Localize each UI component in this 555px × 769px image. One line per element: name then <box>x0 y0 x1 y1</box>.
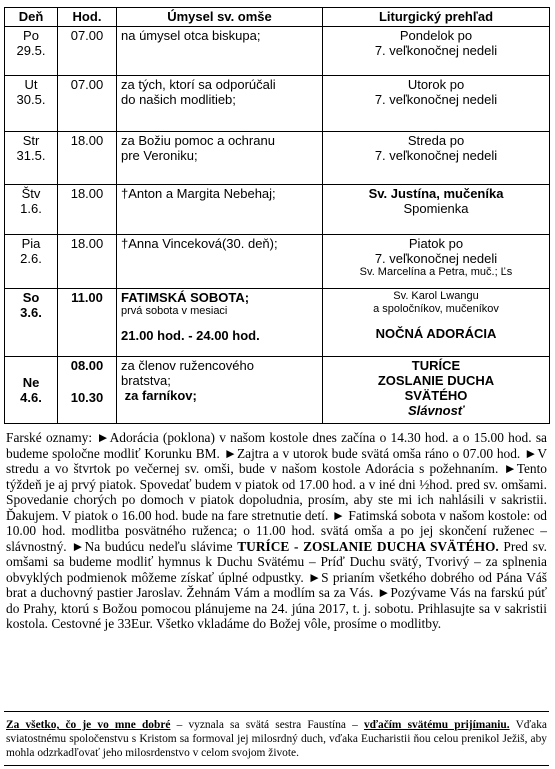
hour-cell: 18.00 <box>58 185 117 235</box>
liturgy-line: Streda po <box>407 133 465 148</box>
intention-line: do našich modlitieb; <box>121 92 236 107</box>
quote-underline-1: Za všetko, čo je vo mne dobré <box>6 719 171 731</box>
day-cell <box>5 185 58 235</box>
table-row <box>5 235 550 289</box>
day-cell <box>5 289 58 357</box>
hour-line: 10.30 <box>70 390 104 405</box>
feast-rank: Spomienka <box>403 201 469 216</box>
hour-cell <box>58 357 117 424</box>
day-name: So <box>22 290 40 305</box>
liturgy-cell <box>323 185 550 235</box>
intention-line: pre Veroniku; <box>121 148 198 163</box>
table-row <box>5 357 550 424</box>
hour-cell: 18.00 <box>58 132 117 185</box>
quote-bold-1 <box>6 719 170 731</box>
liturgy-line: Utorok po <box>407 77 465 92</box>
intention-line: za tých, ktorí sa odporúčali <box>121 77 276 92</box>
announcements-part-1: Farské oznamy: ►Adorácia (poklona) v našom kostole dnes začína o 14.30 hod. a o 15.00 hod. sa budeme spoločne modliť Korunku BM. ►Zajtra a v utorok bude svätá omša ráno o 07.00 hod. ►V stredu a vo štvrtok po večernej sv. omši, bude v našom kostole Adorácia s požehnaním. ►Tento týždeň je aj prvý piatok. Spovedať budem v piatok od 17.00 hod. a v iné dni ½hod. pred sv. omšami. Spovedanie chorých po domoch v piatok dopoludnia, prosím, aby ste mi ich nahlásili v sakristii. Ďakujem. V piatok o 16.00 hod. bude na fare stretnutie detí. ► Fatimská sobota v našom kostole: od 10.00 hod. modlitba posvätného ruženca; o 11.00 hod. svätá omša a po jej skončení ruženec – slávnostný. ►Na budúcu nedeľu slávime <box>6 430 547 554</box>
day-name: Str <box>22 133 40 148</box>
header-liturgy: Liturgický prehľad <box>323 8 550 27</box>
table-row <box>5 132 550 185</box>
hour-cell: 07.00 <box>58 27 117 76</box>
day-date: 1.6. <box>20 201 42 216</box>
liturgy-line: Pondelok po <box>399 28 473 43</box>
intention-cell <box>117 132 323 185</box>
day-date: 2.6. <box>20 251 42 266</box>
header-day: Deň <box>5 8 58 27</box>
intention-line: †Anton a Margita Nebehaj; <box>121 186 276 201</box>
header-intention: Úmysel sv. omše <box>117 8 323 27</box>
hour-cell: 07.00 <box>58 76 117 132</box>
solemnity-label: Slávnosť <box>407 403 465 418</box>
quote-bold-2 <box>364 719 510 731</box>
day-date: 29.5. <box>16 43 46 58</box>
pentecost-line: SVÄTÉHO <box>404 388 468 403</box>
liturgy-cell <box>323 235 550 289</box>
liturgy-line: 7. veľkonočnej nedeli <box>374 148 498 163</box>
header-hour: Hod. <box>58 8 117 27</box>
divider-top <box>4 711 549 712</box>
liturgy-cell <box>323 76 550 132</box>
intention-line: za členov ružencového <box>121 358 254 373</box>
day-name: Pia <box>21 236 41 251</box>
table-row <box>5 27 550 76</box>
day-name: Po <box>23 28 39 43</box>
intention-cell <box>117 235 323 289</box>
hour-line: 08.00 <box>70 358 104 373</box>
quote-underline-2: vďačím svätému prijímaniu. <box>363 719 510 731</box>
intention-cell <box>117 76 323 132</box>
intention-cell <box>117 357 323 424</box>
table-row <box>5 185 550 235</box>
table-row <box>5 289 550 357</box>
day-name: Ne <box>22 375 40 390</box>
day-date: 4.6. <box>20 390 42 405</box>
liturgy-cell <box>323 132 550 185</box>
quote-text-2: Vďaka sviatostnému spoločenstvu s Kristom sa formoval jej milosrdný duch, vďaka Eucharistii ňou celou prenikol Ježiš, aby mohla odzrkadľovať jeho milosrdenstvo v celom svojom živote. <box>6 719 547 759</box>
saint-name: Sv. Justína, mučeníka <box>368 186 504 201</box>
liturgy-cell <box>323 27 550 76</box>
day-date: 31.5. <box>16 148 46 163</box>
intention-line: †Anna Vinceková(30. deň); <box>121 236 278 251</box>
intention-cell <box>117 185 323 235</box>
day-cell <box>5 132 58 185</box>
liturgy-line: 7. veľkonočnej nedeli <box>374 43 498 58</box>
quote-text-1: – vyznala sa svätá sestra Faustína – <box>170 719 364 731</box>
day-cell <box>5 357 58 424</box>
intention-parishioners: za farníkov; <box>121 388 197 403</box>
fatima-saturday-subtitle: prvá sobota v mesiaci <box>121 305 228 317</box>
table-row <box>5 76 550 132</box>
day-date: 3.6. <box>20 305 42 320</box>
day-cell <box>5 235 58 289</box>
day-name: Ut <box>24 77 38 92</box>
intention-cell <box>117 27 323 76</box>
night-adoration-title: NOČNÁ ADORÁCIA <box>375 326 497 341</box>
faustina-quote <box>6 718 547 760</box>
liturgy-line: 7. veľkonočnej nedeli <box>374 251 498 266</box>
night-adoration-time: 21.00 hod. - 24.00 hod. <box>121 328 260 343</box>
fatima-saturday-title: FATIMSKÁ SOBOTA; <box>121 290 250 305</box>
day-cell <box>5 76 58 132</box>
pentecost-highlight: TURÍCE - ZOSLANIE DUCHA SVÄTÉHO. <box>237 538 499 554</box>
liturgy-small-line: Sv. Karol Lwangu <box>393 290 479 302</box>
intention-line: na úmysel otca biskupa; <box>121 28 261 43</box>
day-cell <box>5 27 58 76</box>
liturgy-cell <box>323 357 550 424</box>
liturgy-cell <box>323 289 550 357</box>
day-date: 30.5. <box>16 92 46 107</box>
announcements-text <box>6 430 547 632</box>
pentecost-line: ZOSLANIE DUCHA <box>377 373 495 388</box>
intention-line: bratstva; <box>121 373 171 388</box>
hour-cell: 11.00 <box>58 289 117 357</box>
announcements-part-2: Pred sv. omšami sa budeme modliť hymnus k Duchu Svätému – Príď Duchu svätý, Tvorivý – za splnenia obvyklých podmienok môžeme získať úplné odpustky. ►S prianím všetkého dobrého od Pána Váš brat a duchovný pastier Jaroslav. Žehnám Vám a modlím sa za Vás. ►Pozývame Vás na farskú púť do Prahy, ktorú s Božou pomocou plánujeme na 24. júna 2017, t. j. sobotu. Prihlasujte sa v sakristii kostola. Cestovné je 33Eur. Všetko vkladáme do Božej vôle, prosíme o modlitby. <box>6 538 548 631</box>
pentecost-line: TURÍCE <box>411 358 461 373</box>
mass-schedule-table <box>4 7 550 424</box>
day-name: Štv <box>21 186 41 201</box>
hour-cell: 18.00 <box>58 235 117 289</box>
divider-bottom <box>4 765 549 766</box>
parish-announcements <box>6 430 547 632</box>
liturgy-small-line: Sv. Marcelína a Petra, muč.; Ľs <box>359 266 513 278</box>
liturgy-small-line: a spoločníkov, mučeníkov <box>373 303 499 315</box>
liturgy-line: Piatok po <box>408 236 464 251</box>
intention-cell <box>117 289 323 357</box>
table-header-row <box>5 8 550 27</box>
liturgy-line: 7. veľkonočnej nedeli <box>374 92 498 107</box>
intention-line: za Božiu pomoc a ochranu <box>121 133 275 148</box>
